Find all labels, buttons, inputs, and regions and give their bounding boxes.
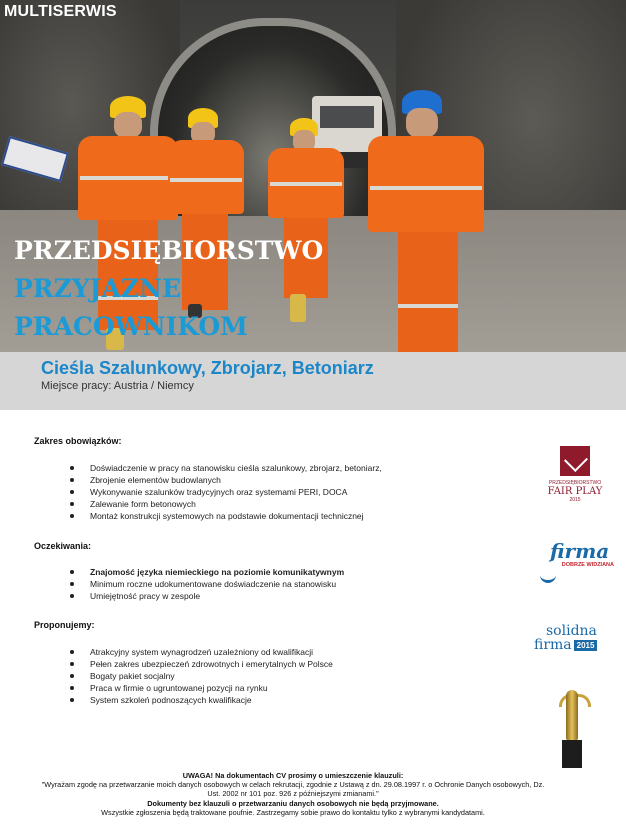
slogan-line-2: PRZYJAZNE (14, 274, 182, 303)
list-item: Doświadczenie w pracy na stanowisku cieśla szalunkowy, zbrojarz, betoniarz, (70, 462, 382, 474)
notice-clause: "Wyrażam zgodę na przetwarzanie moich danych osobowych w celach rekrutacji, zgodnie z Ustawą z dn. 29.08.1997 r. o Ochronie Danych osobowych, Dz. Ust. 2002 nr 101 poz. 926 z późniejszymi zmianami." (41, 780, 545, 799)
section-heading-offer: Proponujemy: (34, 620, 95, 630)
list-item: Zalewanie form betonowych (70, 498, 382, 510)
solidna-year: 2015 (574, 640, 598, 651)
solidna-line2: firma (534, 637, 572, 653)
job-title: Cieśla Szalunkowy, Zbrojarz, Betoniarz (41, 358, 374, 378)
list-item: System szkoleń podnoszących kwalifikacje (70, 694, 333, 706)
list-item: Pełen zakres ubezpieczeń zdrowotnych i emerytalnych w Polsce (70, 658, 333, 670)
notice-heading: UWAGA! Na dokumentach CV prosimy o umieszczenie klauzuli: (182, 771, 404, 780)
fair-play-line2: FAIR PLAY (547, 486, 603, 497)
list-item: Znajomość języka niemieckiego na poziomie komunikatywnym (70, 566, 344, 578)
duties-list (70, 462, 382, 522)
notice-warning: Dokumenty bez klauzuli o przetwarzaniu danych osobowych nie będą przyjmowane. (147, 798, 439, 808)
section-heading-expectations: Oczekiwania: (34, 541, 92, 551)
notice-footer: Wszystkie zgłoszenia będą traktowane poufnie. Zastrzegamy sobie prawo do kontaktu tylko z wybranymi kandydatami. (101, 807, 485, 817)
offer-list (70, 646, 333, 706)
slogan-line-1: PRZEDSIĘBIORSTWO (14, 236, 324, 265)
fair-play-year: 2015 (569, 497, 581, 503)
list-item: Minimum roczne udokumentowane doświadczenie na stanowisku (70, 578, 344, 590)
list-item: Bogaty pakiet socjalny (70, 670, 333, 682)
firma-name: firma (550, 539, 610, 563)
expectations-list (70, 566, 344, 602)
firma-dobrze-widziana-logo (540, 540, 616, 588)
wave-icon (540, 566, 556, 583)
fair-play-line1: PRZEDSIĘBIORSTWO (548, 480, 602, 486)
firma-tagline: DOBRZE WIDZIANA (561, 562, 614, 568)
solidna-firma-logo (534, 624, 614, 654)
job-location: Miejsce pracy: Austria / Niemcy (41, 380, 194, 392)
slogan (14, 232, 323, 346)
company-logo: MULTISERWIS (4, 3, 117, 20)
list-item: Umiejętność pracy w zespole (70, 590, 344, 602)
list-item: Praca w firmie o ugruntowanej pozycji na rynku (70, 682, 333, 694)
section-heading-duties: Zakres obowiązków: (34, 436, 122, 446)
fair-play-award-logo (540, 440, 610, 512)
hero-photo (0, 0, 626, 352)
list-item: Zbrojenie elementów budowlanych (70, 474, 382, 486)
gdpr-notice (40, 771, 546, 817)
list-item: Montaż konstrukcji systemowych na podstawie dokumentacji technicznej (70, 510, 382, 522)
slogan-line-3: PRACOWNIKOM (14, 312, 248, 341)
fair-play-check-icon (560, 446, 590, 476)
list-item: Atrakcyjny system wynagrodzeń uzależniony od kwalifikacji (70, 646, 333, 658)
worker-figure (364, 90, 488, 352)
trophy-statue-icon (557, 690, 587, 770)
list-item: Wykonywanie szalunków tradycyjnych oraz systemami PERI, DOCA (70, 486, 382, 498)
solidna-line1: solidna (546, 623, 597, 639)
